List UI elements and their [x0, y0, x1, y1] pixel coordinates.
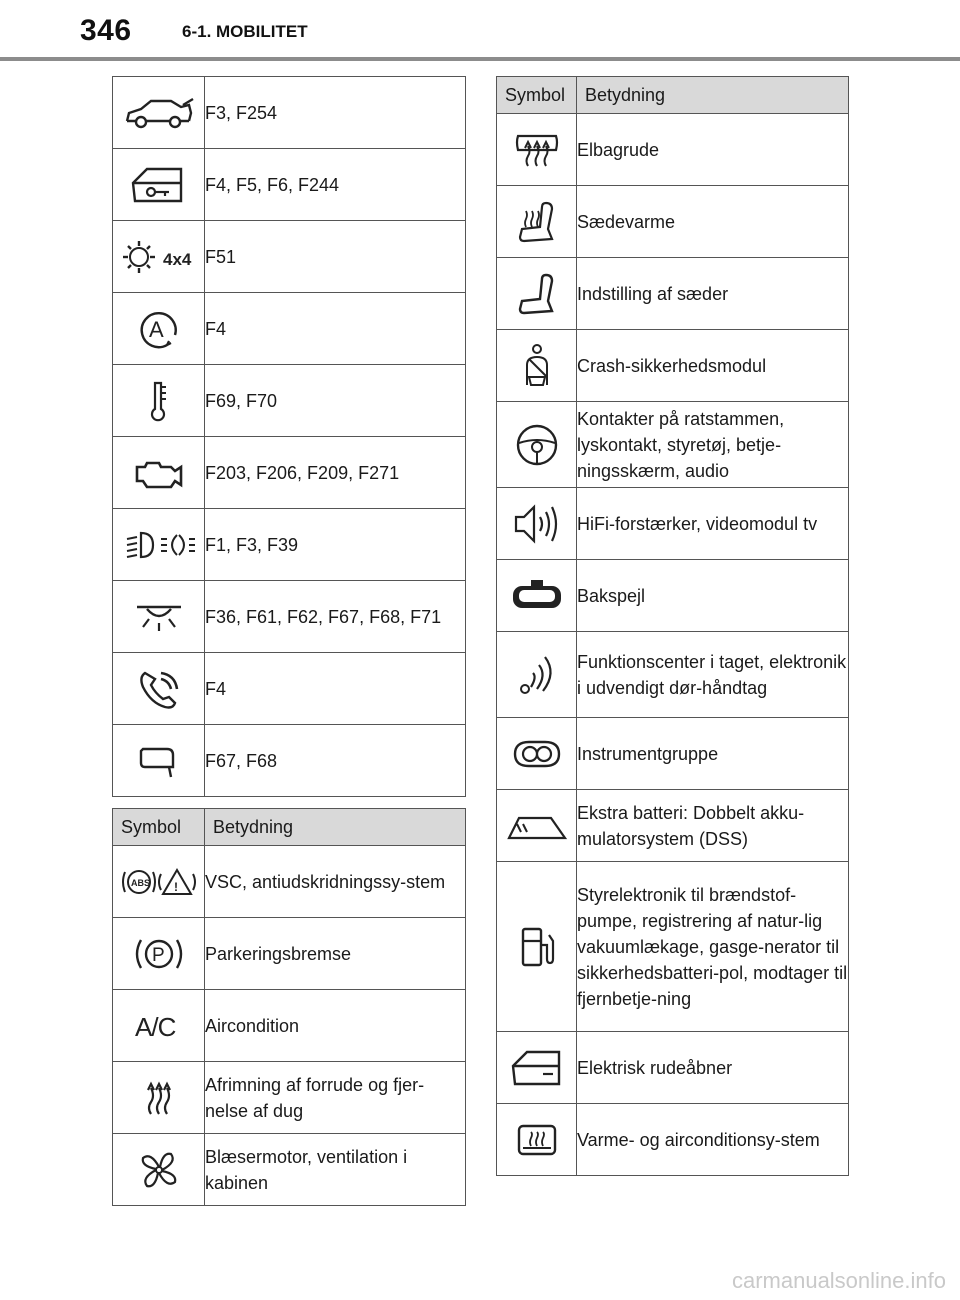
table-row	[497, 1104, 849, 1176]
parking-brake-icon	[113, 918, 205, 990]
row-meaning: Varme- og airconditionsy-stem	[577, 1104, 849, 1176]
column-header-meaning: Betydning	[205, 809, 466, 846]
table-row	[497, 1032, 849, 1104]
seatbelt-person-icon	[497, 330, 577, 402]
interior-light-icon	[113, 581, 205, 653]
table-row	[113, 509, 466, 581]
car-door-key-icon	[113, 149, 205, 221]
table-row	[497, 186, 849, 258]
fuse-table-left-top	[112, 76, 466, 797]
svg-text:!: !	[173, 879, 178, 894]
table-header-row	[113, 809, 466, 846]
header-rule	[0, 57, 960, 61]
abs-vsc-icon	[113, 846, 205, 918]
engine-icon	[113, 437, 205, 509]
svg-text:4x4: 4x4	[162, 249, 191, 269]
4x4-gear-icon	[113, 221, 205, 293]
headlight-fog-light-icon	[113, 509, 205, 581]
column-header-meaning: Betydning	[577, 77, 849, 114]
row-meaning: Parkeringsbremse	[205, 918, 466, 990]
row-meaning: Blæsermotor, ventilation i kabinen	[205, 1134, 466, 1206]
row-meaning: Sædevarme	[577, 186, 849, 258]
row-meaning: Indstilling af sæder	[577, 258, 849, 330]
battery-car-icon	[497, 790, 577, 862]
table-row	[497, 632, 849, 718]
row-meaning: F67, F68	[205, 725, 466, 797]
table-row	[113, 1062, 466, 1134]
row-meaning: F51	[205, 221, 466, 293]
row-meaning: Elektrisk rudeåbner	[577, 1032, 849, 1104]
table-row	[113, 846, 466, 918]
thermometer-icon	[113, 365, 205, 437]
table-row	[113, 653, 466, 725]
fuse-table-left-bottom	[112, 808, 466, 1206]
row-meaning: Ekstra batteri: Dobbelt akku-mulatorsystem (DSS)	[577, 790, 849, 862]
svg-text:A: A	[148, 316, 164, 342]
table-row	[497, 718, 849, 790]
row-meaning: Aircondition	[205, 990, 466, 1062]
fan-icon	[113, 1134, 205, 1206]
table-header-row	[497, 77, 849, 114]
car-trunk-icon	[113, 77, 205, 149]
fuel-pump-icon	[497, 862, 577, 1032]
row-meaning: Kontakter på ratstammen, lyskontakt, styretøj, betje-ningsskærm, audio	[577, 402, 849, 488]
fuse-table-right	[496, 76, 849, 1176]
row-meaning: F4	[205, 653, 466, 725]
seat-icon	[497, 258, 577, 330]
table-row	[497, 114, 849, 186]
rear-defrost-icon	[497, 114, 577, 186]
table-row	[497, 402, 849, 488]
table-row	[497, 790, 849, 862]
table-row	[497, 330, 849, 402]
row-meaning: F1, F3, F39	[205, 509, 466, 581]
row-meaning: Instrumentgruppe	[577, 718, 849, 790]
table-row	[113, 365, 466, 437]
window-door-icon	[497, 1032, 577, 1104]
row-meaning: Funktionscenter i taget, elektronik i udvendigt dør-håndtag	[577, 632, 849, 718]
row-meaning: Styrelektronik til brændstof-pumpe, registrering af natur-lig vakuumlækage, gasge-nerator til sikkerhedsbatteri-pol, modtager til fjernbetje-ning	[577, 862, 849, 1032]
table-row	[113, 437, 466, 509]
table-row	[113, 77, 466, 149]
table-row	[497, 560, 849, 632]
row-meaning: HiFi-forstærker, videomodul tv	[577, 488, 849, 560]
svg-text:ABS: ABS	[130, 877, 150, 888]
svg-text:A/C: A/C	[134, 1011, 175, 1042]
table-row	[113, 149, 466, 221]
row-meaning: F203, F206, F209, F271	[205, 437, 466, 509]
signal-waves-icon	[497, 632, 577, 718]
table-row	[113, 293, 466, 365]
row-meaning: F4, F5, F6, F244	[205, 149, 466, 221]
seat-heater-icon	[497, 186, 577, 258]
watermark: carmanualsonline.info	[731, 1268, 946, 1293]
section-title: 6-1. MOBILITET	[182, 22, 308, 41]
table-row	[113, 725, 466, 797]
side-mirror-icon	[113, 725, 205, 797]
column-header-symbol: Symbol	[113, 809, 205, 846]
table-row	[113, 918, 466, 990]
instrument-cluster-icon	[497, 718, 577, 790]
table-row	[497, 488, 849, 560]
page-header	[0, 0, 960, 62]
page-number: 346	[80, 14, 132, 47]
table-row	[113, 1134, 466, 1206]
table-row	[497, 258, 849, 330]
heater-ac-icon	[497, 1104, 577, 1176]
row-meaning: F3, F254	[205, 77, 466, 149]
row-meaning: F36, F61, F62, F67, F68, F71	[205, 581, 466, 653]
front-defrost-icon	[113, 1062, 205, 1134]
column-header-symbol: Symbol	[497, 77, 577, 114]
row-meaning: F4	[205, 293, 466, 365]
speaker-icon	[497, 488, 577, 560]
auto-stop-start-icon	[113, 293, 205, 365]
phone-icon	[113, 653, 205, 725]
table-row	[497, 862, 849, 1032]
table-row	[113, 990, 466, 1062]
table-row	[113, 221, 466, 293]
row-meaning: VSC, antiudskridningssy-stem	[205, 846, 466, 918]
svg-text:P: P	[151, 944, 165, 966]
rearview-mirror-icon	[497, 560, 577, 632]
ac-icon	[113, 990, 205, 1062]
row-meaning: Elbagrude	[577, 114, 849, 186]
row-meaning: Crash-sikkerhedsmodul	[577, 330, 849, 402]
steering-wheel-icon	[497, 402, 577, 488]
row-meaning: Afrimning af forrude og fjer-nelse af dug	[205, 1062, 466, 1134]
row-meaning: Bakspejl	[577, 560, 849, 632]
row-meaning: F69, F70	[205, 365, 466, 437]
table-row	[113, 581, 466, 653]
